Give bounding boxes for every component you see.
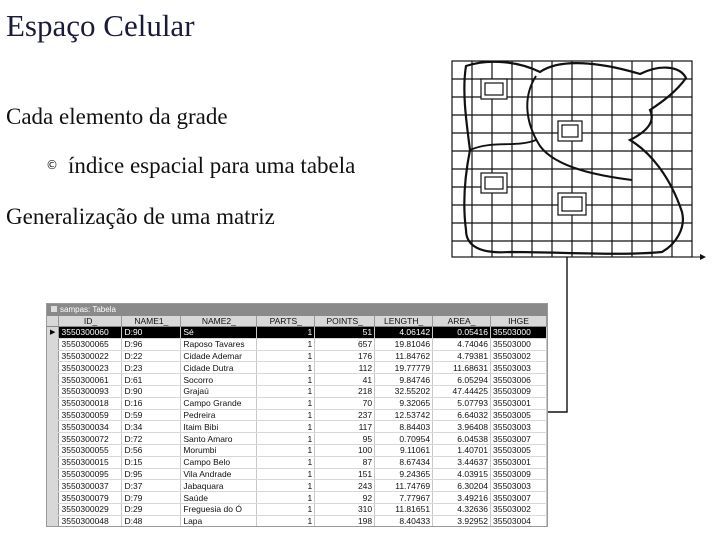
- table-cell[interactable]: 3550300023: [59, 362, 122, 374]
- table-cell[interactable]: D:48: [122, 515, 181, 527]
- window-title-bar[interactable]: [47, 304, 547, 316]
- table-cell[interactable]: 6.64032: [433, 409, 491, 421]
- table-row[interactable]: [47, 362, 547, 374]
- window-title: sampas: Tabela: [60, 305, 116, 314]
- table-cell[interactable]: 6.04538: [433, 433, 491, 445]
- table-cell[interactable]: 35503003: [490, 362, 546, 374]
- table-cell[interactable]: 1: [257, 503, 315, 515]
- table-cell[interactable]: Sé: [181, 327, 257, 339]
- table-row[interactable]: [47, 433, 547, 445]
- table-row[interactable]: [47, 444, 547, 456]
- row-selector[interactable]: [47, 433, 59, 445]
- table-cell[interactable]: 3550300072: [59, 433, 122, 445]
- row-selector[interactable]: [47, 480, 59, 492]
- table-cell[interactable]: D:15: [122, 456, 181, 468]
- table-cell[interactable]: 11.84762: [375, 350, 433, 362]
- table-cell[interactable]: 1: [257, 444, 315, 456]
- table-row[interactable]: [47, 385, 547, 397]
- table-cell[interactable]: 35503007: [490, 492, 546, 504]
- table-cell[interactable]: 35503002: [490, 503, 546, 515]
- column-header[interactable]: IHGE: [490, 316, 546, 327]
- table-cell[interactable]: 3550300093: [59, 385, 122, 397]
- grid-arrow-head: [700, 254, 706, 260]
- table-cell[interactable]: 1: [257, 338, 315, 350]
- table-row[interactable]: [47, 350, 547, 362]
- table-cell[interactable]: 87: [315, 456, 375, 468]
- table-row[interactable]: [47, 397, 547, 409]
- table-cell[interactable]: 100: [315, 444, 375, 456]
- table-cell[interactable]: Santo Amaro: [181, 433, 257, 445]
- row-selector[interactable]: [47, 444, 59, 456]
- table-cell[interactable]: D:29: [122, 503, 181, 515]
- slide-title: Espaço Celular: [6, 8, 195, 43]
- table-cell[interactable]: 51: [315, 327, 375, 339]
- sub-bullet-text: índice espacial para uma tabela: [68, 153, 356, 178]
- table-cell[interactable]: 41: [315, 374, 375, 386]
- table-cell[interactable]: 657: [315, 338, 375, 350]
- table-cell[interactable]: D:34: [122, 421, 181, 433]
- table-cell[interactable]: 11.68631: [433, 362, 491, 374]
- table-cell[interactable]: 3.92952: [433, 515, 491, 527]
- table-row[interactable]: [47, 456, 547, 468]
- table-row[interactable]: [47, 468, 547, 480]
- row-selector[interactable]: [47, 338, 59, 350]
- table-cell[interactable]: 3550300034: [59, 421, 122, 433]
- table-cell[interactable]: Cidade Ademar: [181, 350, 257, 362]
- column-header[interactable]: ID_: [59, 316, 122, 327]
- table-cell[interactable]: D:16: [122, 397, 181, 409]
- table-cell[interactable]: 1: [257, 327, 315, 339]
- table-cell[interactable]: Jabaquara: [181, 480, 257, 492]
- table-cell[interactable]: Grajaú: [181, 385, 257, 397]
- table-cell[interactable]: 12.53742: [375, 409, 433, 421]
- table-cell[interactable]: 4.03915: [433, 468, 491, 480]
- table-cell[interactable]: 3.96408: [433, 421, 491, 433]
- table-cell[interactable]: 1.40701: [433, 444, 491, 456]
- table-cell[interactable]: D:90: [122, 385, 181, 397]
- column-header[interactable]: AREA_: [433, 316, 491, 327]
- table-cell[interactable]: D:95: [122, 468, 181, 480]
- table-cell[interactable]: D:22: [122, 350, 181, 362]
- table-cell[interactable]: 11.74769: [375, 480, 433, 492]
- row-selector[interactable]: [47, 385, 59, 397]
- table-cell[interactable]: 11.81651: [375, 503, 433, 515]
- table-cell[interactable]: 8.40433: [375, 515, 433, 527]
- attribute-table-window: [46, 303, 548, 527]
- table-cell[interactable]: 35503003: [490, 421, 546, 433]
- row-selector[interactable]: [47, 456, 59, 468]
- table-cell[interactable]: D:56: [122, 444, 181, 456]
- table-cell[interactable]: Raposo Tavares: [181, 338, 257, 350]
- connector-line: [546, 257, 567, 412]
- table-cell[interactable]: 35503000: [490, 327, 546, 339]
- table-cell[interactable]: Campo Grande: [181, 397, 257, 409]
- table-cell[interactable]: 3550300037: [59, 480, 122, 492]
- column-header[interactable]: NAME2_: [181, 316, 257, 327]
- table-cell[interactable]: 1: [257, 492, 315, 504]
- table-cell[interactable]: 0.70954: [375, 433, 433, 445]
- table-cell[interactable]: 112: [315, 362, 375, 374]
- table-cell[interactable]: Cidade Dutra: [181, 362, 257, 374]
- table-cell[interactable]: Pedreira: [181, 409, 257, 421]
- table-cell[interactable]: 1: [257, 515, 315, 527]
- highlighted-cells: [481, 79, 586, 215]
- table-cell[interactable]: 151: [315, 468, 375, 480]
- table-cell[interactable]: D:23: [122, 362, 181, 374]
- table-cell[interactable]: 1: [257, 350, 315, 362]
- table-row[interactable]: [47, 327, 547, 339]
- table-cell[interactable]: 35503006: [490, 374, 546, 386]
- row-selector[interactable]: [47, 515, 59, 527]
- table-cell[interactable]: 3550300095: [59, 468, 122, 480]
- table-cell[interactable]: 1: [257, 421, 315, 433]
- table-cell[interactable]: 7.77967: [375, 492, 433, 504]
- table-cell[interactable]: 3550300018: [59, 397, 122, 409]
- row-selector[interactable]: [47, 350, 59, 362]
- row-selector[interactable]: [47, 397, 59, 409]
- table-cell[interactable]: 3550300022: [59, 350, 122, 362]
- table-row[interactable]: [47, 338, 547, 350]
- table-cell[interactable]: Vila Andrade: [181, 468, 257, 480]
- table-cell[interactable]: 3550300079: [59, 492, 122, 504]
- table-cell[interactable]: 1: [257, 480, 315, 492]
- table-cell[interactable]: 6.05294: [433, 374, 491, 386]
- table-cell[interactable]: 3550300065: [59, 338, 122, 350]
- table-cell[interactable]: 1: [257, 385, 315, 397]
- table-cell[interactable]: D:96: [122, 338, 181, 350]
- attribute-table: [47, 316, 547, 527]
- table-row[interactable]: [47, 492, 547, 504]
- table-cell[interactable]: 198: [315, 515, 375, 527]
- table-cell[interactable]: 35503003: [490, 480, 546, 492]
- bullet-marker-icon: ©: [46, 158, 58, 172]
- table-cell[interactable]: 3550300048: [59, 515, 122, 527]
- table-cell[interactable]: 3.44637: [433, 456, 491, 468]
- table-cell[interactable]: Morumbi: [181, 444, 257, 456]
- table-cell[interactable]: 35503001: [490, 397, 546, 409]
- table-cell[interactable]: 3550300015: [59, 456, 122, 468]
- table-row[interactable]: [47, 480, 547, 492]
- table-cell[interactable]: 1: [257, 374, 315, 386]
- table-row[interactable]: [47, 503, 547, 515]
- row-selector[interactable]: [47, 468, 59, 480]
- table-cell[interactable]: 35503009: [490, 385, 546, 397]
- row-selector[interactable]: [47, 362, 59, 374]
- table-cell[interactable]: 3550300061: [59, 374, 122, 386]
- table-cell[interactable]: 32.55202: [375, 385, 433, 397]
- region-inner-line-2: [470, 140, 536, 150]
- table-cell[interactable]: 35503002: [490, 350, 546, 362]
- table-cell[interactable]: 35503004: [490, 515, 546, 527]
- table-row[interactable]: [47, 409, 547, 421]
- column-header[interactable]: POINTS_: [315, 316, 375, 327]
- table-cell[interactable]: 70: [315, 397, 375, 409]
- row-selector-header: [47, 316, 59, 327]
- table-cell[interactable]: 1: [257, 409, 315, 421]
- table-cell[interactable]: 4.79381: [433, 350, 491, 362]
- table-cell[interactable]: 9.32065: [375, 397, 433, 409]
- table-cell[interactable]: 1: [257, 433, 315, 445]
- table-cell[interactable]: 95: [315, 433, 375, 445]
- table-cell[interactable]: Lapa: [181, 515, 257, 527]
- table-row[interactable]: [47, 421, 547, 433]
- table-row[interactable]: [47, 515, 547, 527]
- table-cell[interactable]: 8.67434: [375, 456, 433, 468]
- table-cell[interactable]: Freguesia do Ó: [181, 503, 257, 515]
- table-cell[interactable]: Socorro: [181, 374, 257, 386]
- table-cell[interactable]: D:72: [122, 433, 181, 445]
- column-header[interactable]: PARTS_: [257, 316, 315, 327]
- table-icon: [51, 306, 57, 312]
- table-cell[interactable]: 1: [257, 456, 315, 468]
- table-cell[interactable]: 3550300059: [59, 409, 122, 421]
- table-cell[interactable]: D:79: [122, 492, 181, 504]
- table-cell[interactable]: 9.11061: [375, 444, 433, 456]
- column-header[interactable]: NAME1_: [122, 316, 181, 327]
- table-cell[interactable]: 5.07793: [433, 397, 491, 409]
- table-cell[interactable]: 19.77779: [375, 362, 433, 374]
- row-selector[interactable]: [47, 374, 59, 386]
- row-selector[interactable]: [47, 492, 59, 504]
- row-pointer-icon[interactable]: ▶: [47, 327, 59, 339]
- table-cell[interactable]: 243: [315, 480, 375, 492]
- row-selector[interactable]: [47, 503, 59, 515]
- table-cell[interactable]: Itaim Bibi: [181, 421, 257, 433]
- table-cell[interactable]: 6.30204: [433, 480, 491, 492]
- bullet-cell-element: Cada elemento da grade: [6, 104, 228, 129]
- bullet-matrix-generalization: Generalização de uma matriz: [6, 204, 275, 229]
- table-cell[interactable]: 35503005: [490, 409, 546, 421]
- table-cell[interactable]: D:59: [122, 409, 181, 421]
- row-selector[interactable]: [47, 421, 59, 433]
- table-cell[interactable]: 4.32636: [433, 503, 491, 515]
- table-cell[interactable]: D:90: [122, 327, 181, 339]
- table-cell[interactable]: 117: [315, 421, 375, 433]
- row-selector[interactable]: [47, 409, 59, 421]
- table-cell[interactable]: 35503009: [490, 468, 546, 480]
- table-cell[interactable]: D:37: [122, 480, 181, 492]
- table-cell[interactable]: 4.06142: [375, 327, 433, 339]
- table-cell[interactable]: 310: [315, 503, 375, 515]
- column-header[interactable]: LENGTH_: [375, 316, 433, 327]
- table-cell[interactable]: 35503001: [490, 456, 546, 468]
- table-cell[interactable]: 47.44425: [433, 385, 491, 397]
- table-cell[interactable]: 35503007: [490, 433, 546, 445]
- table-cell[interactable]: 1: [257, 468, 315, 480]
- table-cell[interactable]: 35503005: [490, 444, 546, 456]
- table-cell[interactable]: Saúde: [181, 492, 257, 504]
- table-row[interactable]: [47, 374, 547, 386]
- table-cell[interactable]: 3550300055: [59, 444, 122, 456]
- table-cell[interactable]: 218: [315, 385, 375, 397]
- table-cell[interactable]: 3.49216: [433, 492, 491, 504]
- table-cell[interactable]: 19.81046: [375, 338, 433, 350]
- table-cell[interactable]: 9.84746: [375, 374, 433, 386]
- table-cell[interactable]: 9.24365: [375, 468, 433, 480]
- table-cell[interactable]: 237: [315, 409, 375, 421]
- table-cell[interactable]: 3550300029: [59, 503, 122, 515]
- table-cell[interactable]: 176: [315, 350, 375, 362]
- table-cell[interactable]: Campo Belo: [181, 456, 257, 468]
- table-cell[interactable]: 0.05416: [433, 327, 491, 339]
- table-cell[interactable]: 1: [257, 362, 315, 374]
- table-cell[interactable]: 92: [315, 492, 375, 504]
- table-cell[interactable]: 3550300060: [59, 327, 122, 339]
- table-cell[interactable]: 4.74046: [433, 338, 491, 350]
- table-header-row: [47, 316, 547, 327]
- table-cell[interactable]: D:61: [122, 374, 181, 386]
- table-cell[interactable]: 8.84403: [375, 421, 433, 433]
- table-cell[interactable]: 35503000: [490, 338, 546, 350]
- table-cell[interactable]: 1: [257, 397, 315, 409]
